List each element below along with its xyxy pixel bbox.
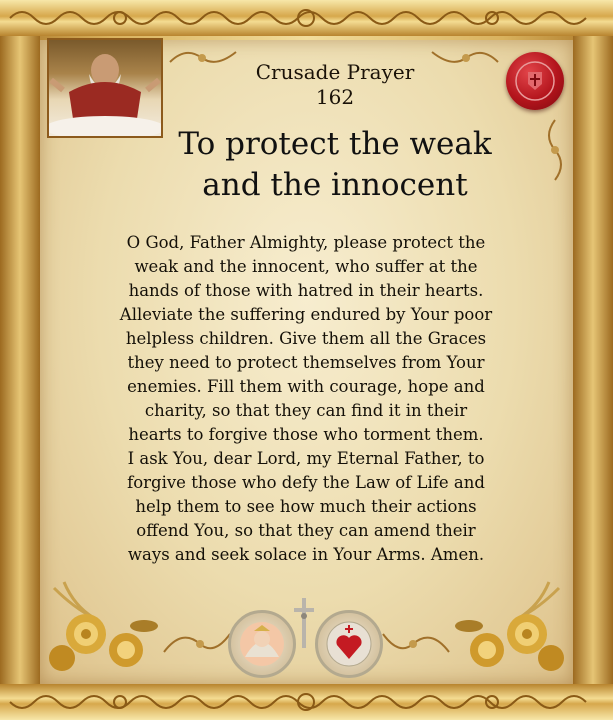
bottom-right-flourish <box>381 622 451 662</box>
prayer-line: Alleviate the suffering endured by Your poor <box>119 305 493 324</box>
right-gold-roses-ornament <box>449 578 569 678</box>
prayer-line: O God, Father Almighty, please protect the <box>126 233 486 252</box>
madonna-medal-icon <box>228 610 296 678</box>
right-gold-pillar <box>573 36 613 684</box>
left-gold-roses-ornament <box>44 578 164 678</box>
prayer-series-label: Crusade Prayer <box>255 60 415 84</box>
prayer-title-line-2: and the innocent <box>202 167 468 203</box>
red-wax-seal-icon <box>506 52 564 110</box>
left-gold-pillar <box>0 36 40 684</box>
prayer-title-line-1: To protect the weak <box>178 126 492 162</box>
crucifix-icon <box>293 596 315 650</box>
prayer-line: weak and the innocent, who suffer at the <box>134 257 478 276</box>
prayer-line: they need to protect themselves from Your <box>127 353 485 372</box>
prayer-line: enemies. Fill them with courage, hope and <box>127 377 485 396</box>
prayer-line: forgive those who defy the Law of Life and <box>127 473 485 492</box>
prayer-line: I ask You, dear Lord, my Eternal Father, to <box>127 449 485 468</box>
bottom-scroll-ornament <box>0 690 613 714</box>
prayer-line: charity, so that they can find it in their <box>144 401 468 420</box>
prayer-line: hands of those with hatred in their hearts. <box>128 281 484 300</box>
bottom-left-flourish <box>162 622 232 662</box>
top-ornate-border <box>0 0 613 36</box>
prayer-line: hearts to forgive those who torment them. <box>128 425 484 444</box>
top-scroll-ornament <box>0 6 613 30</box>
prayer-line: ways and seek solace in Your Arms. Amen. <box>127 545 485 564</box>
bottom-ornate-border <box>0 684 613 720</box>
prayer-number: 162 <box>315 85 355 109</box>
prayer-line: offend You, so that they can amend their <box>136 521 476 540</box>
sacred-heart-medal-icon <box>315 610 383 678</box>
prayer-line: helpless children. Give them all the Graces <box>125 329 487 348</box>
god-the-father-portrait <box>47 38 163 138</box>
prayer-line: help them to see how much their actions <box>135 497 477 516</box>
